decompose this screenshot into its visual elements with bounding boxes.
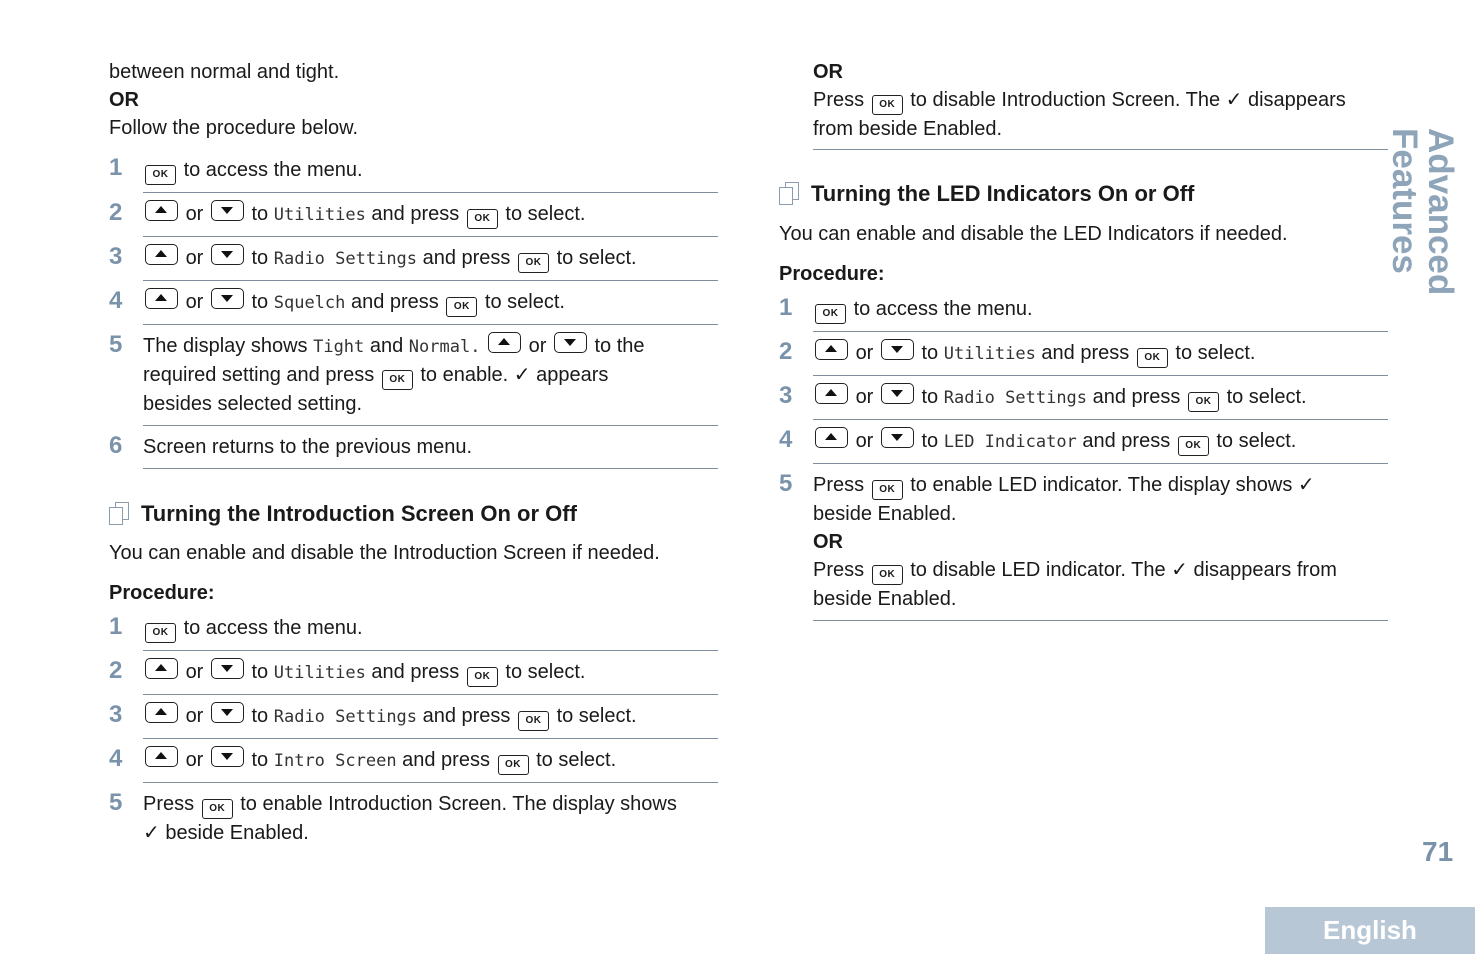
step-5 (109, 325, 718, 426)
procedure-label: Procedure: (779, 263, 885, 285)
menu-ok-key-icon: OK (872, 565, 903, 585)
step-number: 2 (109, 199, 123, 226)
menu-item: Utilities (943, 344, 1036, 364)
or-label: OR (109, 89, 139, 111)
step-number: 2 (779, 338, 793, 365)
step-text: OK to access the menu. (143, 148, 718, 193)
or-label: OR (813, 61, 843, 83)
section-description: You can enable and disable the Introduction Screen if needed. (109, 542, 660, 564)
menu-ok-key-icon: OK (518, 253, 549, 273)
down-arrow-key-icon (211, 746, 244, 767)
menu-item: Radio Settings (273, 707, 418, 727)
menu-ok-key-icon: OK (1188, 392, 1219, 412)
menu-ok-key-icon: OK (1137, 348, 1168, 368)
step-text: The display shows Tight and Normal. or to the required setting and press OK to enable. ✓ appears besides selected setting. (143, 325, 718, 426)
step-4 (109, 281, 718, 325)
up-arrow-key-icon (488, 332, 521, 353)
up-arrow-key-icon (815, 339, 848, 360)
menu-item: Radio Settings (943, 388, 1088, 408)
down-arrow-key-icon (211, 244, 244, 265)
step-text: or to Radio Settings and press OK to select. (143, 695, 718, 739)
menu-item: Intro Screen (273, 751, 397, 771)
step-number: 6 (109, 432, 123, 459)
down-arrow-key-icon (211, 288, 244, 309)
step-2 (779, 332, 1388, 376)
menu-ok-key-icon: OK (467, 209, 498, 229)
document-icon (109, 502, 131, 526)
step-continuation: OR Press OK to disable Introduction Screen. The ✓ disappears from beside Enabled. (813, 58, 1388, 150)
up-arrow-key-icon (145, 746, 178, 767)
menu-item: Radio Settings (273, 249, 418, 269)
step-1 (779, 288, 1388, 332)
menu-ok-key-icon: OK (1178, 436, 1209, 456)
display-value: Tight (313, 337, 365, 357)
menu-ok-key-icon: OK (382, 370, 413, 390)
down-arrow-key-icon (211, 200, 244, 221)
up-arrow-key-icon (815, 427, 848, 448)
step-text: Screen returns to the previous menu. (143, 426, 718, 469)
step-6 (109, 426, 718, 469)
step-4 (109, 739, 718, 783)
step-number: 1 (109, 154, 123, 181)
section-heading (109, 500, 718, 528)
follow-text: Follow the procedure below. (109, 117, 359, 139)
step-text: or to Radio Settings and press OK to select. (143, 237, 718, 281)
step-5 (109, 783, 718, 854)
section-heading (779, 180, 1388, 208)
menu-ok-key-icon: OK (815, 304, 846, 324)
chapter-side-title: Advanced Features (1385, 128, 1460, 296)
menu-ok-key-icon: OK (202, 799, 233, 819)
display-value: Normal (408, 337, 471, 357)
menu-ok-key-icon: OK (446, 297, 477, 317)
menu-ok-key-icon: OK (145, 623, 176, 643)
step-2 (109, 651, 718, 695)
step-text: OK to access the menu. (143, 607, 718, 651)
or-label: OR (813, 531, 843, 553)
up-arrow-key-icon (815, 383, 848, 404)
step-number: 5 (109, 789, 123, 816)
step-text: or to Squelch and press OK to select. (143, 281, 718, 325)
language-tab: English (1265, 907, 1475, 954)
right-column (779, 58, 1388, 621)
intro-text: between normal and tight. (109, 61, 340, 83)
menu-item: Squelch (273, 293, 346, 313)
menu-ok-key-icon: OK (872, 480, 903, 500)
menu-ok-key-icon: OK (872, 95, 903, 115)
step-1 (109, 148, 718, 193)
step-3 (109, 695, 718, 739)
step-number: 3 (109, 243, 123, 270)
menu-item: LED Indicator (943, 432, 1077, 452)
down-arrow-key-icon (881, 383, 914, 404)
step-number: 2 (109, 657, 123, 684)
step-number: 1 (779, 294, 793, 321)
step-1 (109, 607, 718, 651)
up-arrow-key-icon (145, 658, 178, 679)
down-arrow-key-icon (554, 332, 587, 353)
step-text: or to Intro Screen and press OK to select. (143, 739, 718, 783)
step-number: 4 (779, 426, 793, 453)
step-number: 3 (779, 382, 793, 409)
step-number: 3 (109, 701, 123, 728)
section-description: You can enable and disable the LED Indicators if needed. (779, 223, 1288, 245)
step-text: Press OK to enable LED indicator. The display shows ✓ beside Enabled. OR Press OK to disable LED indicator. The ✓ disappears from beside Enabled. (813, 464, 1388, 621)
step-number: 5 (779, 470, 793, 497)
menu-item: Utilities (273, 205, 366, 225)
step-text: or to LED Indicator and press OK to select. (813, 420, 1388, 464)
menu-ok-key-icon: OK (498, 755, 529, 775)
menu-ok-key-icon: OK (145, 165, 176, 185)
step-number: 5 (109, 331, 123, 358)
document-icon (779, 182, 801, 206)
page-number: 71 (1422, 836, 1454, 867)
menu-item: Utilities (273, 663, 366, 683)
left-column (109, 58, 718, 854)
down-arrow-key-icon (211, 658, 244, 679)
step-3 (109, 237, 718, 281)
up-arrow-key-icon (145, 200, 178, 221)
step-5 (779, 464, 1388, 621)
step-3 (779, 376, 1388, 420)
menu-ok-key-icon: OK (518, 711, 549, 731)
down-arrow-key-icon (211, 702, 244, 723)
step-text: or to Utilities and press OK to select. (143, 193, 718, 237)
step-2 (109, 193, 718, 237)
step-text: OK to access the menu. (813, 288, 1388, 332)
section-title: Turning the Introduction Screen On or Off (141, 501, 577, 526)
procedure-label: Procedure: (109, 582, 215, 604)
step-text: Press OK to enable Introduction Screen. The display shows ✓ beside Enabled. (143, 793, 677, 844)
step-text: or to Utilities and press OK to select. (143, 651, 718, 695)
down-arrow-key-icon (881, 427, 914, 448)
step-4 (779, 420, 1388, 464)
up-arrow-key-icon (145, 244, 178, 265)
down-arrow-key-icon (881, 339, 914, 360)
up-arrow-key-icon (145, 288, 178, 309)
menu-ok-key-icon: OK (467, 667, 498, 687)
step-number: 4 (109, 745, 123, 772)
up-arrow-key-icon (145, 702, 178, 723)
step-text: or to Radio Settings and press OK to select. (813, 376, 1388, 420)
section-title: Turning the LED Indicators On or Off (811, 181, 1195, 206)
step-text: or to Utilities and press OK to select. (813, 332, 1388, 376)
step-number: 1 (109, 613, 123, 640)
step-number: 4 (109, 287, 123, 314)
